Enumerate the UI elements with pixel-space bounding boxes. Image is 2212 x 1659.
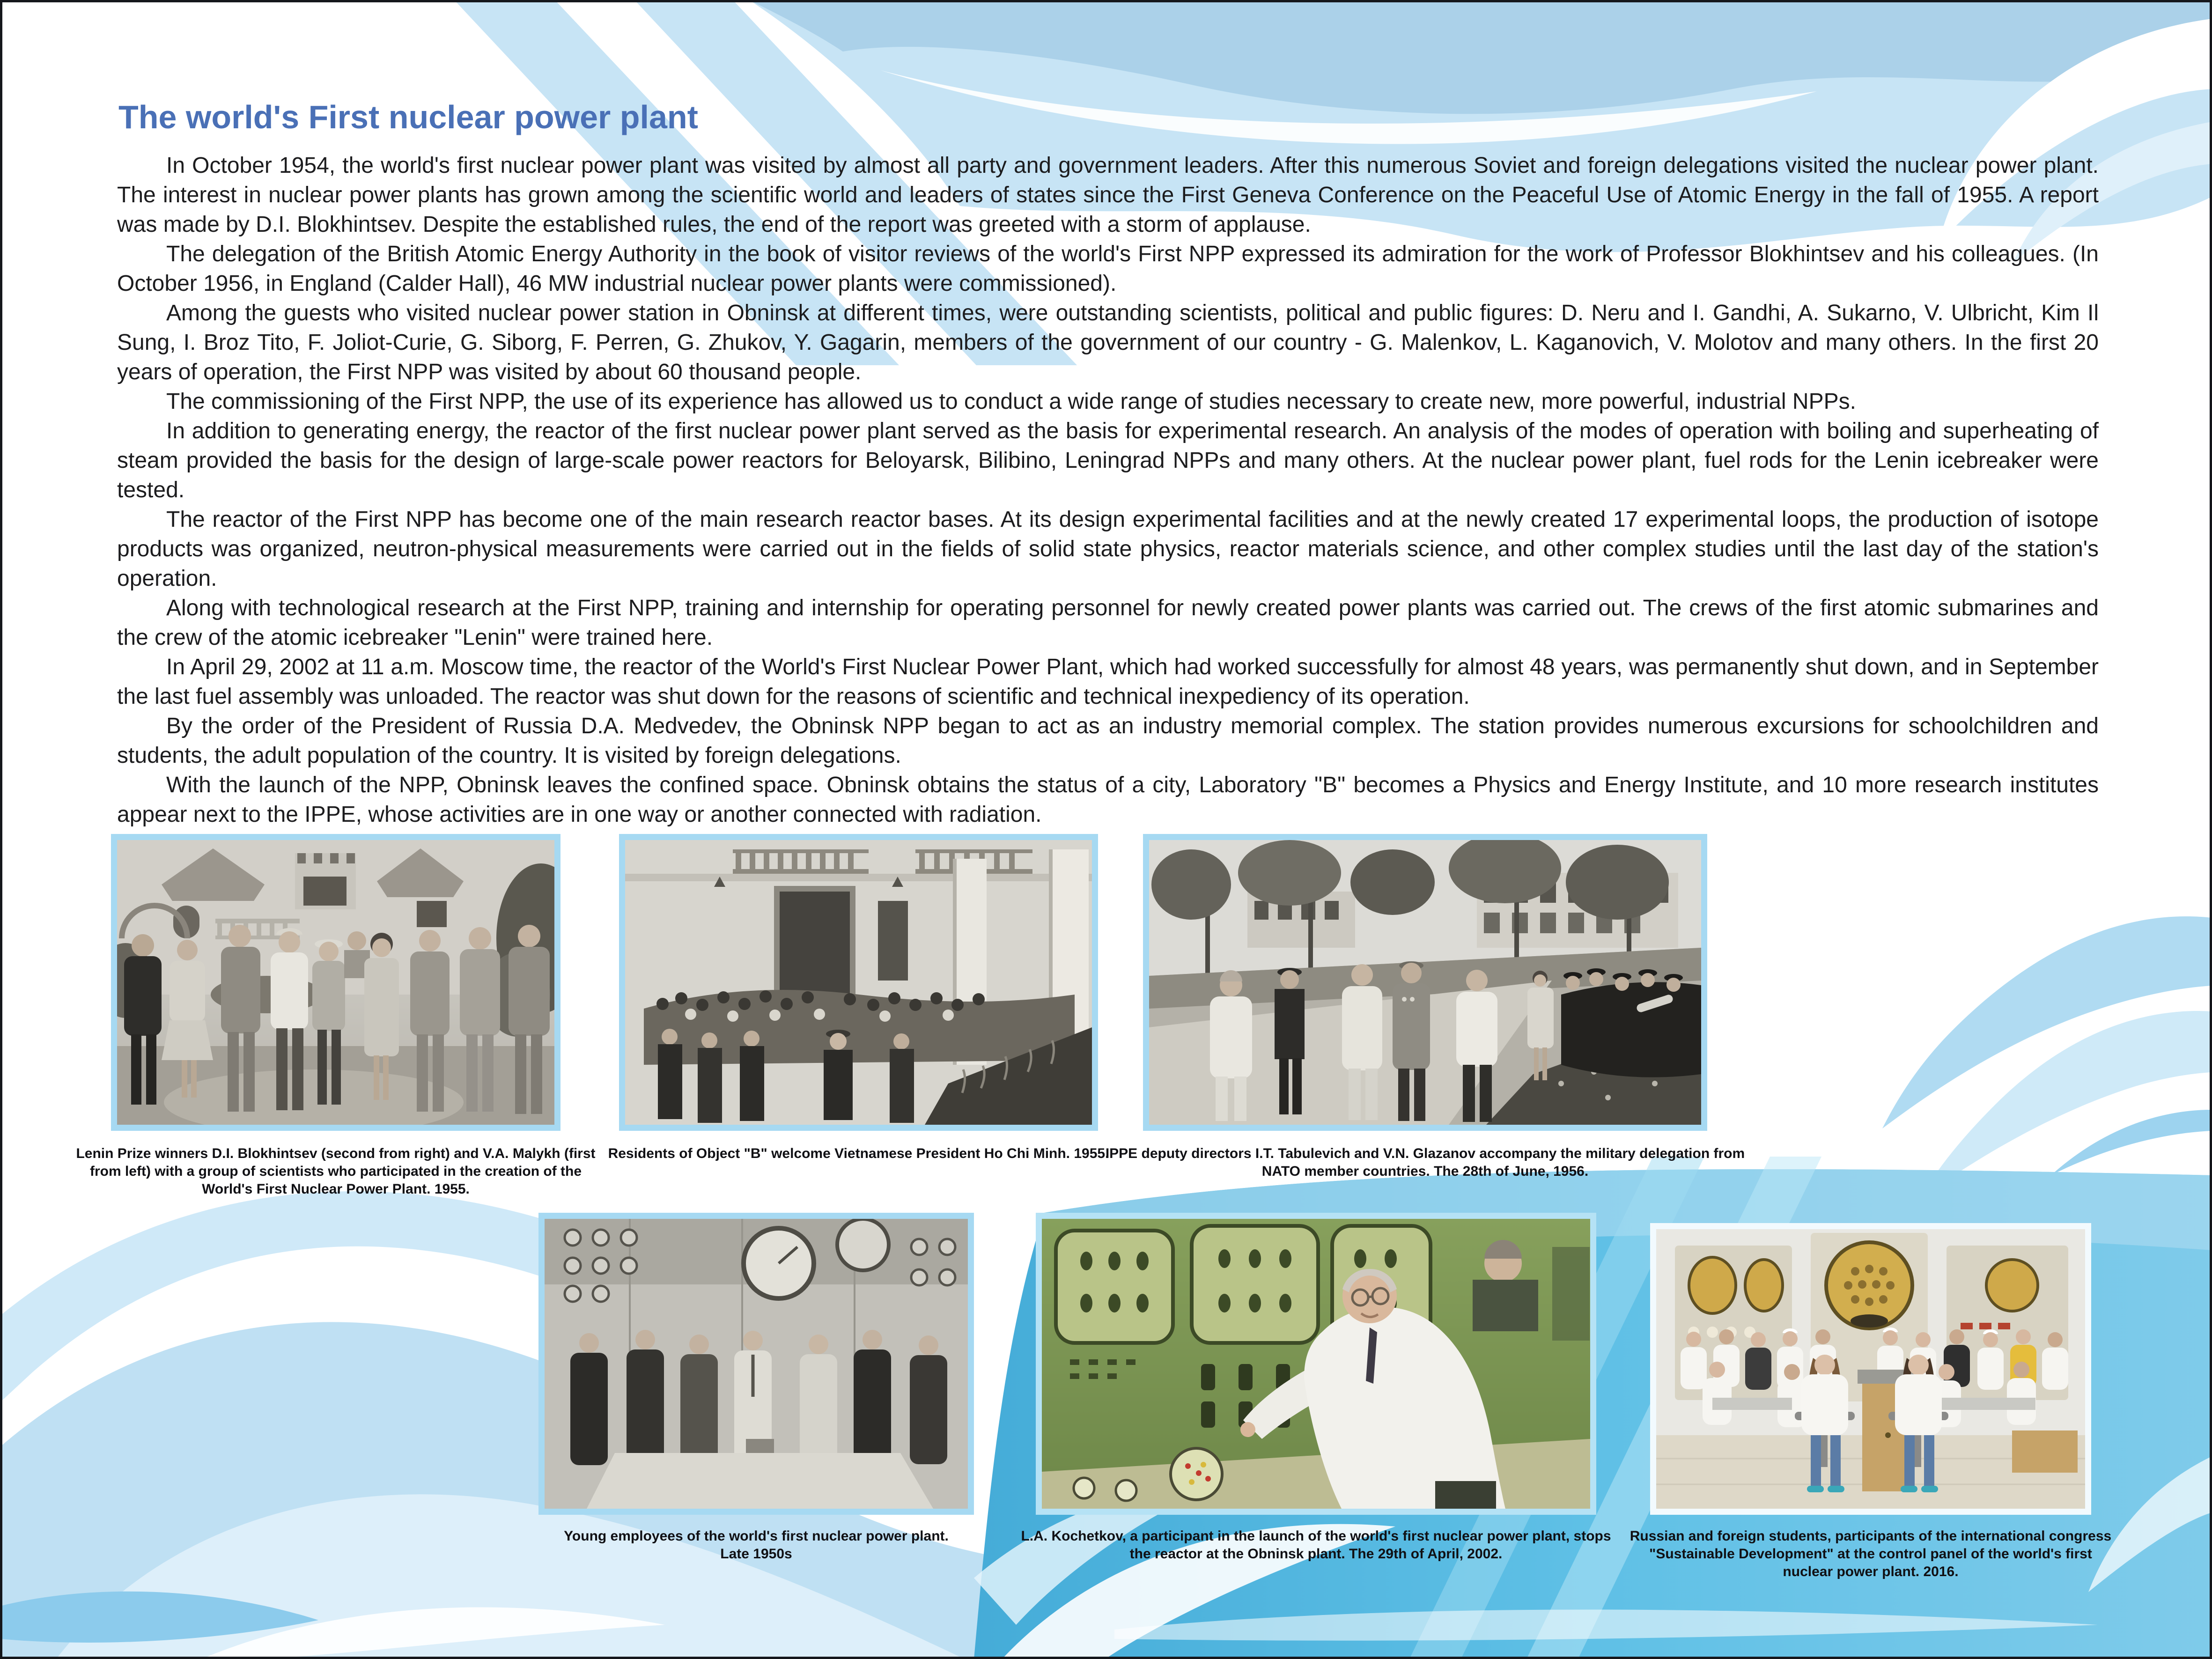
photo-4-caption: Young employees of the world's first nuclear power plant. Late 1950s [564,1528,949,1562]
photo-1-image [117,840,554,1125]
paragraph-3: Among the guests who visited nuclear power station in Obninsk at different times, were outstanding scientists, political and public figures: D. Neru and I. Gandhi, A. Sukarno, V. Ulbricht, Kim Il Sung, I. Broz Tito, F. Joliot-Curie, G. Siborg, F. Perren, G. Zhukov, Y. Gagarin, members of the government of our country - G. Malenkov, L. Kaganovich, V. Molotov and many others. In the first 20 years of operation, the First NPP was visited by about 60 thousand people. [117,301,2099,384]
photo-3-image [1149,840,1701,1125]
photo-2-image [625,840,1092,1125]
paragraph-10: With the launch of the NPP, Obninsk leaves the confined space. Obninsk obtains the status of a city, Laboratory "B" becomes a Physics and Energy Institute, and 10 more research institutes appear next to the IPPE, whose activities are in one way or another connected with radiation. [117,773,2099,827]
photo-4-image [545,1219,968,1509]
photo-1-figure [76,834,596,1197]
paragraph-9: By the order of the President of Russia D.A. Medvedev, the Obninsk NPP began to act as an industry memorial complex. The station provides numerous excursions for schoolchildren and students, the adult population of the country. It is visited by foreign delegations. [117,714,2099,768]
photo-5-caption: L.A. Kochetkov, a participant in the launch of the world's first nuclear power plant, stops the reactor at the Obninsk plant. The 29th of April, 2002. [1021,1528,1611,1562]
paragraph-5: In addition to generating energy, the reactor of the first nuclear power plant served as the basis for experimental research. An analysis of the modes of operation with boiling and superheating of steam provided the basis for the design of large-scale power reactors for Beloyarsk, Bilibino, Leningrad NPPs and many others. At the nuclear power plant, fuel rods for the Lenin icebreaker were tested. [117,419,2099,502]
photo-4-figure [538,1213,974,1562]
paragraph-1: In October 1954, the world's first nuclear power plant was visited by almost all party and government leaders. After this numerous Soviet and foreign delegations visited the nuclear power plant. The interest in nuclear power plants has grown among the scientific world and leaders of states since the First Geneva Conference on the Peaceful Use of Atomic Energy in the fall of 1955. A report was made by D.I. Blokhintsev. Despite the established rules, the end of the report was greeted with a storm of applause. [117,153,2099,237]
photo-2-figure [608,834,1109,1161]
paragraph-2: The delegation of the British Atomic Energy Authority in the book of visitor reviews of the world's First NPP expressed its admiration for the work of Professor Blokhintsev and his colleagues. (In October 1956, in England (Calder Hall), 46 MW industrial nuclear power plants were commissioned). [117,242,2099,296]
photo-3-frame [1143,834,1707,1131]
photo-1-caption: Lenin Prize winners D.I. Blokhintsev (second from right) and V.A. Malykh (first from left) with a group of scientists who participated in the creation of the World's First Nuclear Power Plant. 1955. [76,1146,596,1197]
paragraph-8: In April 29, 2002 at 11 a.m. Moscow time, the reactor of the World's First Nuclear Power Plant, which had worked successfully for almost 48 years, was permanently shut down, and in September the last fuel assembly was unloaded. The reactor was shut down for the reasons of scientific and technical inexpediency of its operation. [117,655,2099,709]
photo-4-frame [538,1213,974,1515]
photo-3-figure [1105,834,1745,1179]
paragraph-4: The commissioning of the First NPP, the use of its experience has allowed us to conduct a wide range of studies necessary to create new, more powerful, industrial NPPs. [166,389,1856,414]
photo-3-caption: IPPE deputy directors I.T. Tabulevich and V.N. Glazanov accompany the military delegation from NATO member countries. The 28th of June, 1956. [1105,1146,1745,1179]
paragraph-6: The reactor of the First NPP has become one of the main research reactor bases. At its design experimental facilities and at the newly created 17 experimental loops, the production of isotope products was organized, neutron-physical measurements were carried out in the fields of solid state physics, reactor materials science, and other complex studies until the last day of the station's operation. [117,507,2099,591]
photo-6-caption: Russian and foreign students, participants of the international congress "Sustainable Development" at the control panel of the world's first nuclear power plant. 2016. [1630,1528,2112,1579]
photo-5-figure [1021,1213,1611,1562]
photo-6-figure [1630,1223,2112,1579]
photo-5-image [1042,1219,1590,1509]
page-title: The world's First nuclear power plant [118,99,698,135]
paragraph-7: Along with technological research at the First NPP, training and internship for operating personnel for newly created power plants was carried out. The crews of the first atomic submarines and the crew of the atomic icebreaker "Lenin" were trained here. [117,596,2099,650]
photo-2-frame [619,834,1098,1131]
photo-1-frame [111,834,560,1131]
photo-2-caption: Residents of Object "B" welcome Vietnamese President Ho Chi Minh. 1955. [608,1146,1109,1161]
photo-5-frame [1036,1213,1596,1515]
photo-6-image [1656,1229,2085,1509]
photo-6-frame [1650,1223,2091,1515]
article-body [117,151,2099,829]
